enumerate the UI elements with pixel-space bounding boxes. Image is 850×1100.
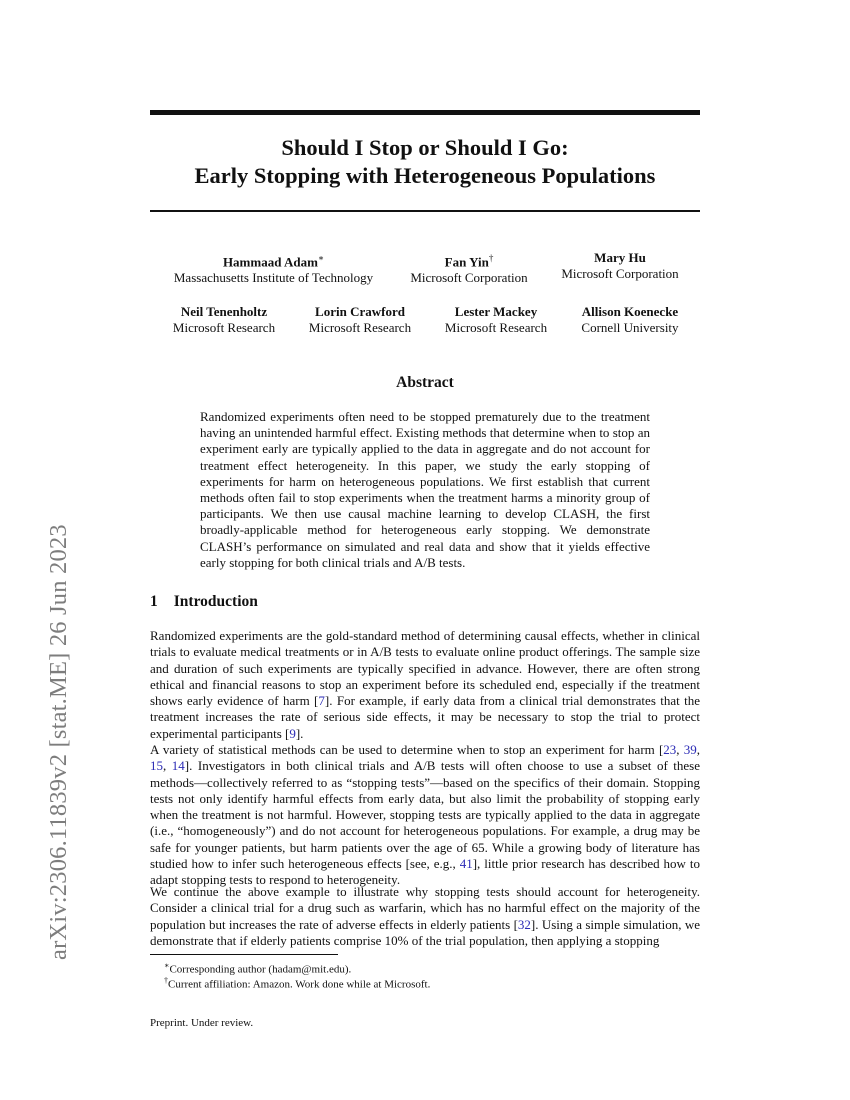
author-name: Neil Tenenholtz (180, 304, 268, 319)
author-block (405, 250, 533, 286)
citation-link[interactable]: 41 (459, 856, 473, 872)
author-name: Lorin Crawford (315, 304, 405, 319)
author-name: Mary Hu (594, 250, 646, 265)
title-bottom-rule (150, 210, 700, 212)
citation-link[interactable]: 14 (171, 758, 185, 774)
author-block (301, 304, 419, 336)
arxiv-identifier-stamp: arXiv:2306.11839v2 [stat.ME] 26 Jun 2023 (45, 524, 72, 960)
section-title: Introduction (173, 593, 258, 610)
author-block (556, 250, 684, 282)
section-heading-introduction (150, 593, 258, 611)
author-name: Hammaad Adam∗ (222, 253, 325, 270)
author-block (165, 304, 283, 336)
author-name: Lester Mackey (454, 304, 538, 319)
footnote-2: †Current affiliation: Amazon. Work done while at Microsoft. (164, 976, 431, 991)
section-number: 1 (150, 593, 158, 610)
abstract-heading: Abstract (396, 374, 454, 391)
author-affiliation: Cornell University (581, 320, 679, 335)
intro-paragraph-3: We continue the above example to illustrate why stopping tests should account for heterogeneity. Consider a clinical trial for a drug such as warfarin, which has no harmful effect on the majority of the population but increases the rate of adverse effects in elderly patients [32]. Using a simple simulation, we demonstrate that if elderly patients comprise 10% of the trial population, then applying a stopping (150, 884, 700, 948)
preprint-note: Preprint. Under review. (150, 1017, 254, 1029)
citation-link[interactable]: 15 (150, 758, 163, 774)
author-affiliation: Microsoft Research (444, 320, 548, 335)
title-line-1: Should I Stop or Should I Go: (281, 135, 569, 160)
abstract-text: Randomized experiments often need to be stopped prematurely due to the treatment having an unintended harmful effect. Existing methods that determine when to stop an experiment early are typically applied to the data in aggregate and do not account for treatment effect heterogeneity. In this paper, we study the early stopping of experiments for harm on heterogeneous populations. We first establish that current methods often fail to stop experiments when the treatment harms a minority group of participants. We then use causal machine learning to develop CLASH, the first broadly-applicable method for heterogeneous early stopping. We demonstrate CLASH’s performance on simulated and real data and show that it yields effective early stopping for both clinical trials and A/B tests. (200, 409, 650, 570)
citation-link[interactable]: 9 (289, 725, 296, 741)
author-name: Fan Yin† (444, 253, 494, 270)
citation-link[interactable]: 39 (683, 742, 697, 757)
author-affiliation: Microsoft Research (308, 320, 412, 335)
citation-link[interactable]: 32 (517, 916, 531, 932)
author-affiliation: Microsoft Corporation (410, 270, 528, 286)
author-block (167, 250, 380, 286)
footnote-1: ∗Corresponding author (hadam@mit.edu). (164, 961, 352, 976)
paper-title (150, 134, 700, 190)
author-name: Allison Koenecke (581, 304, 679, 319)
author-affiliation: Microsoft Research (172, 320, 276, 335)
citation-link[interactable]: 23 (663, 742, 677, 757)
title-top-rule (150, 110, 700, 115)
author-block (568, 304, 692, 336)
author-affiliation: Microsoft Corporation (561, 266, 679, 281)
title-line-2: Early Stopping with Heterogeneous Populations (194, 163, 656, 188)
intro-paragraph-2: A variety of statistical methods can be used to determine when to stop an experiment for harm [23, 39, 15, 14]. Investigators in both clinical trials and A/B tests will often choose to use a subset of these methods—collectively referred to as “stopping tests”—based on the specifics of their domain. Stopping tests not only identify harmful effects from early data, but also limit the probability of stopping early when the treatment is not harmful. However, stopping tests are typically applied to the data in aggregate (i.e., “homogeneously”) and do not account for heterogeneous populations. For example, a drug may be safe for younger patients, but harm patients over the age of 65. While a growing body of literature has studied how to infer such heterogeneous effects [see, e.g., 41], little prior research has described how to adapt stopping tests to respond to heterogeneity. (150, 742, 701, 888)
author-affiliation: Massachusetts Institute of Technology (173, 270, 374, 286)
author-block (437, 304, 555, 336)
citation-link[interactable]: 7 (318, 693, 325, 709)
intro-paragraph-1: Randomized experiments are the gold-standard method of determining causal effects, whether in clinical trials to evaluate medical treatments or in A/B tests to evaluate online product offerings. The sample size and duration of such experiments are typically specified in advance. However, there are often strong ethical and financial reasons to stop an experiment before its scheduled end, especially if the treatment shows early evidence of harm [7]. For example, if early data from a clinical trial demonstrates that the treatment increases the rate of serious side effects, it may be necessary to stop the trial to protect experimental participants [9]. (150, 628, 700, 741)
footnote-rule (150, 954, 338, 955)
